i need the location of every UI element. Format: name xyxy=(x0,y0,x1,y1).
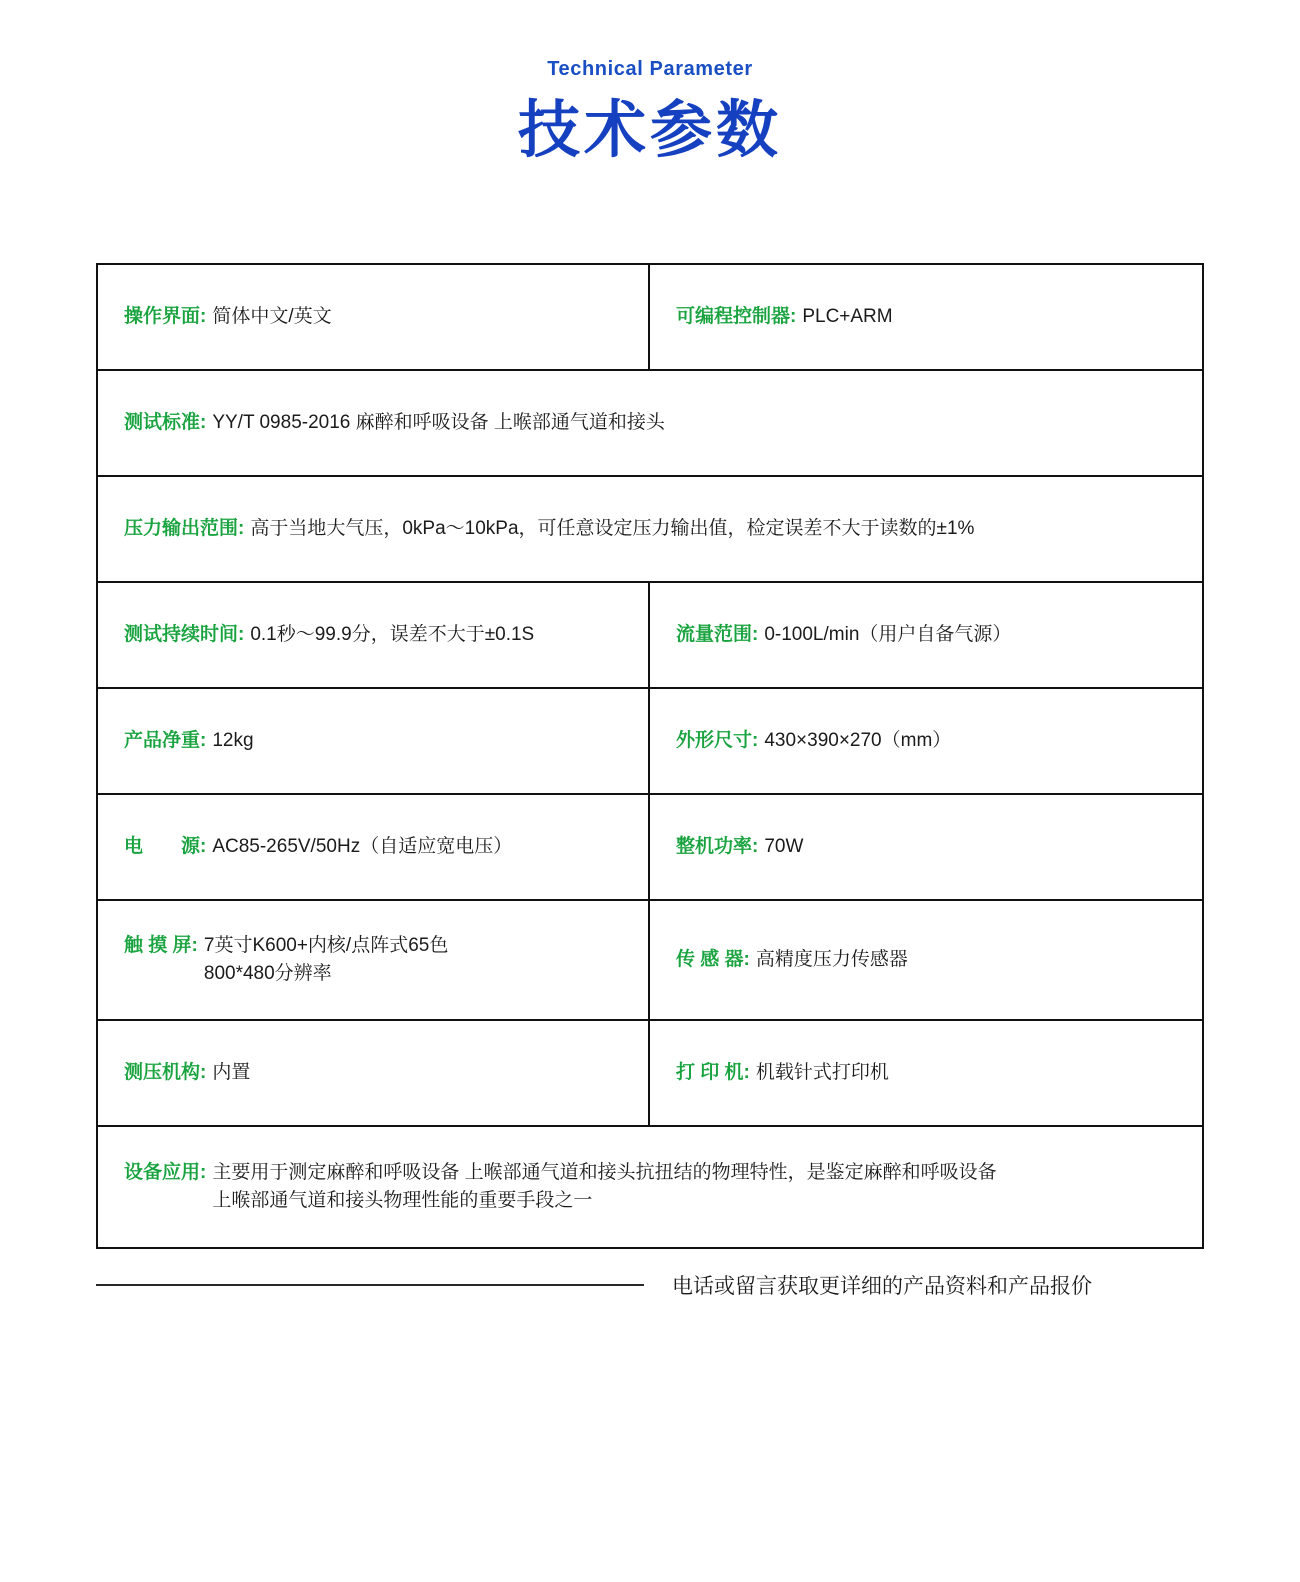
footer-divider xyxy=(96,1284,644,1286)
spec-cell xyxy=(98,689,650,793)
spec-value: PLC+ARM xyxy=(802,305,893,327)
spec-label: 触 摸 屏: xyxy=(124,934,198,956)
spec-value: 机载针式打印机 xyxy=(755,1061,889,1083)
table-row xyxy=(98,1127,1202,1247)
table-row xyxy=(98,795,1202,901)
spec-value: 内置 xyxy=(212,1061,251,1083)
spec-label: 测试标准: xyxy=(124,411,207,433)
spec-value: AC85-265V/50Hz（自适应宽电压） xyxy=(212,835,513,857)
spec-value-line2: 上喉部通气道和接头物理性能的重要手段之一 xyxy=(212,1190,593,1211)
spec-value: 高精度压力传感器 xyxy=(755,948,908,970)
spec-cell xyxy=(650,795,1202,899)
spec-label: 传 感 器: xyxy=(676,948,750,970)
spec-value: 12kg xyxy=(212,729,254,751)
spec-value: 高于当地大气压，0kPa～10kPa，可任意设定压力输出值，检定误差不大于读数的±1% xyxy=(250,517,975,539)
spec-label: 压力输出范围: xyxy=(124,517,245,539)
spec-cell xyxy=(98,1127,1202,1247)
spec-value: 0-100L/min（用户自备气源） xyxy=(764,623,1012,645)
spec-value xyxy=(204,932,448,989)
spec-cell xyxy=(98,1021,650,1125)
spec-cell xyxy=(650,689,1202,793)
spec-cell xyxy=(98,265,650,369)
table-row xyxy=(98,477,1202,583)
spec-value: 70W xyxy=(764,835,804,857)
footer-note: 电话或留言获取更详细的产品资料和产品报价 xyxy=(672,1275,1092,1298)
spec-value-line1: 7英寸K600+内核/点阵式65色 xyxy=(203,934,449,956)
spec-label: 整机功率: xyxy=(676,835,759,857)
spec-value: 简体中文/英文 xyxy=(212,305,332,327)
spec-value xyxy=(212,1159,996,1216)
spec-value-line1: 主要用于测定麻醉和呼吸设备 上喉部通气道和接头抗扭结的物理特性，是鉴定麻醉和呼吸设备 xyxy=(212,1161,997,1183)
page-subtitle-en: Technical Parameter xyxy=(547,58,753,80)
spec-label: 操作界面: xyxy=(124,305,207,327)
table-row xyxy=(98,583,1202,689)
spec-label: 设备应用: xyxy=(124,1161,207,1183)
spec-cell xyxy=(650,265,1202,369)
table-row xyxy=(98,1021,1202,1127)
spec-value: YY/T 0985-2016 麻醉和呼吸设备 上喉部通气道和接头 xyxy=(212,411,665,433)
spec-cell xyxy=(98,901,650,1019)
spec-label: 测试持续时间: xyxy=(124,623,245,645)
spec-cell xyxy=(650,1021,1202,1125)
spec-label: 打 印 机: xyxy=(676,1061,750,1083)
spec-label: 流量范围: xyxy=(676,623,759,645)
table-row xyxy=(98,371,1202,477)
spec-cell xyxy=(98,371,1202,475)
spec-label: 测压机构: xyxy=(124,1061,207,1083)
table-row xyxy=(98,689,1202,795)
spec-cell xyxy=(650,583,1202,687)
spec-label: 外形尺寸: xyxy=(676,729,759,751)
table-row xyxy=(98,265,1202,371)
spec-value-line2: 800*480分辨率 xyxy=(203,963,332,984)
spec-cell xyxy=(650,901,1202,1019)
spec-cell xyxy=(98,583,650,687)
spec-value: 430×390×270（mm） xyxy=(764,729,952,751)
footer xyxy=(96,1270,1204,1300)
spec-label: 电 源: xyxy=(124,835,207,857)
page-title: 技术参数 xyxy=(517,96,782,165)
spec-label: 可编程控制器: xyxy=(676,305,797,327)
spec-cell xyxy=(98,795,650,899)
spec-cell xyxy=(98,477,1202,581)
page-header xyxy=(0,0,1300,166)
spec-value: 0.1秒～99.9分，误差不大于±0.1S xyxy=(250,623,535,645)
table-row xyxy=(98,901,1202,1021)
spec-label: 产品净重: xyxy=(124,729,207,751)
spec-table xyxy=(96,263,1204,1249)
